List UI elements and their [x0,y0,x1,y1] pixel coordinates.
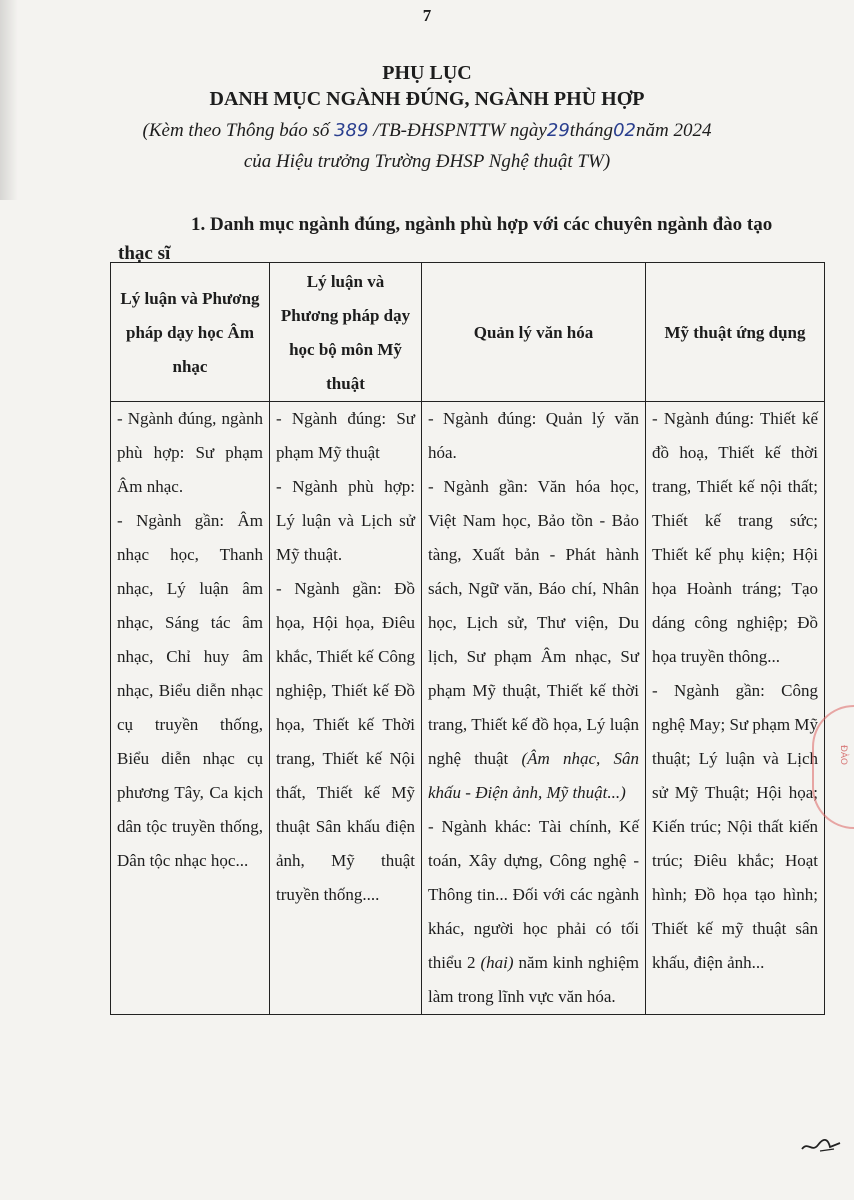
subtitle-line2: của Hiệu trưởng Trường ĐHSP Nghệ thuật TW) [243,151,611,172]
section-heading-line1: 1. Danh mục ngành đúng, ngành phù hợp với các chuyên ngành đào tạo [191,214,773,235]
list-item [428,470,639,810]
subtitle-line1 [0,120,854,142]
list-item [428,810,639,1014]
handwritten-day: 29 [546,120,570,141]
subtitle-part2: /TB-ĐHSPNTTW ngày [368,120,547,141]
appendix-title: PHỤ LỤC [382,62,472,84]
handwritten-initials [800,1135,844,1157]
list-item: - Ngành đúng: Sư phạm Mỹ thuật [276,409,415,462]
list-item: - Ngành gần: Âm nhạc học, Thanh nhạc, Lý luận âm nhạc, Sáng tác âm nhạc, Chỉ huy âm nhạc, Biểu diễn nhạc cụ truyền thống, Biểu diễn nhạc cụ phương Tây, Ca kịch dân tộc truyền thống, Dân tộc nhạc học... [117,511,263,870]
list-item: - Ngành gần: Đồ họa, Hội họa, Điêu khắc, Thiết kế Công nghiệp, Thiết kế Đồ họa, Thiết kế Thời trang, Thiết kế Nội thất, Thiết kế Mỹ thuật Sân khấu điện ảnh, Mỹ thuật truyền thống.... [276,579,415,904]
cell-fine-arts-pedagogy [270,402,422,1015]
list-item-text: - Ngành gần: Văn hóa học, Việt Nam học, Bảo tồn - Bảo tàng, Xuất bản - Phát hành sách, Ngữ văn, Báo chí, Nhân học, Lịch sử, Thư viện, Du lịch, Sư phạm Âm nhạc, Sư phạm Mỹ thuật, Thiết kế thời trang, Thiết kế đồ họa, Lý luận nghệ thuật [428,477,639,768]
handwritten-number: 389 [334,120,369,141]
header-applied-arts: Mỹ thuật ứng dụng [646,263,825,402]
header-fine-arts-pedagogy: Lý luận và Phương pháp dạy học bộ môn Mỹ thuật [270,263,422,402]
list-item-text: năm kinh nghiệm làm trong lĩnh vực văn hóa. [428,953,639,1006]
list-item-italic: (hai) [480,953,514,972]
subtitle-part4: năm 2024 [635,120,712,141]
list-item-text: - Ngành khác: Tài chính, Kế toán, Xây dựng, Công nghệ - Thông tin... Đối với các ngành khác, người học phải có tối thiểu 2 [428,817,639,972]
red-stamp [812,705,854,829]
section-heading-line2: thạc sĩ [118,243,171,264]
handwritten-month: 02 [613,120,636,141]
list-item: - Ngành gần: Công nghệ May; Sư phạm Mỹ thuật; Lý luận và Lịch sử Mỹ Thuật; Hội họa; Kiến trúc; Nội thất kiến trúc; Điêu khắc; Hoạt hình; Đồ họa tạo hình; Thiết kế mỹ thuật sân khấu, điện ảnh... [652,681,818,972]
cell-music-pedagogy [111,402,270,1015]
header-cultural-management: Quản lý văn hóa [422,263,646,402]
list-item: - Ngành phù hợp: Lý luận và Lịch sử Mỹ thuật. [276,477,415,564]
table-header-row [111,263,825,402]
page-number: 7 [422,6,432,25]
table-row [111,402,825,1015]
section-heading [118,210,818,268]
list-item: - Ngành đúng, ngành phù hợp: Sư phạm Âm nhạc. [117,409,263,496]
cell-cultural-management [422,402,646,1015]
list-title: DANH MỤC NGÀNH ĐÚNG, NGÀNH PHÙ HỢP [209,88,645,110]
subtitle-part3: tháng [569,120,614,141]
list-item: - Ngành đúng: Thiết kế đồ hoạ, Thiết kế thời trang, Thiết kế nội thất; Thiết kế trang sức; Thiết kế phụ kiện; Hội họa Hoành tráng; Tạo dáng công nghiệp; Đồ họa truyền thông... [652,409,818,666]
subtitle-part1: (Kèm theo Thông báo số [142,120,335,141]
header-music-pedagogy: Lý luận và Phương pháp dạy học Âm nhạc [111,263,270,402]
majors-table [110,262,825,1015]
cell-applied-arts [646,402,825,1015]
stamp-text: ĐÀO [838,745,848,765]
list-item-italic: (Âm nhạc, Sân khấu - Điện ảnh, Mỹ thuật...) [428,749,639,802]
list-item: - Ngành đúng: Quản lý văn hóa. [428,409,639,462]
